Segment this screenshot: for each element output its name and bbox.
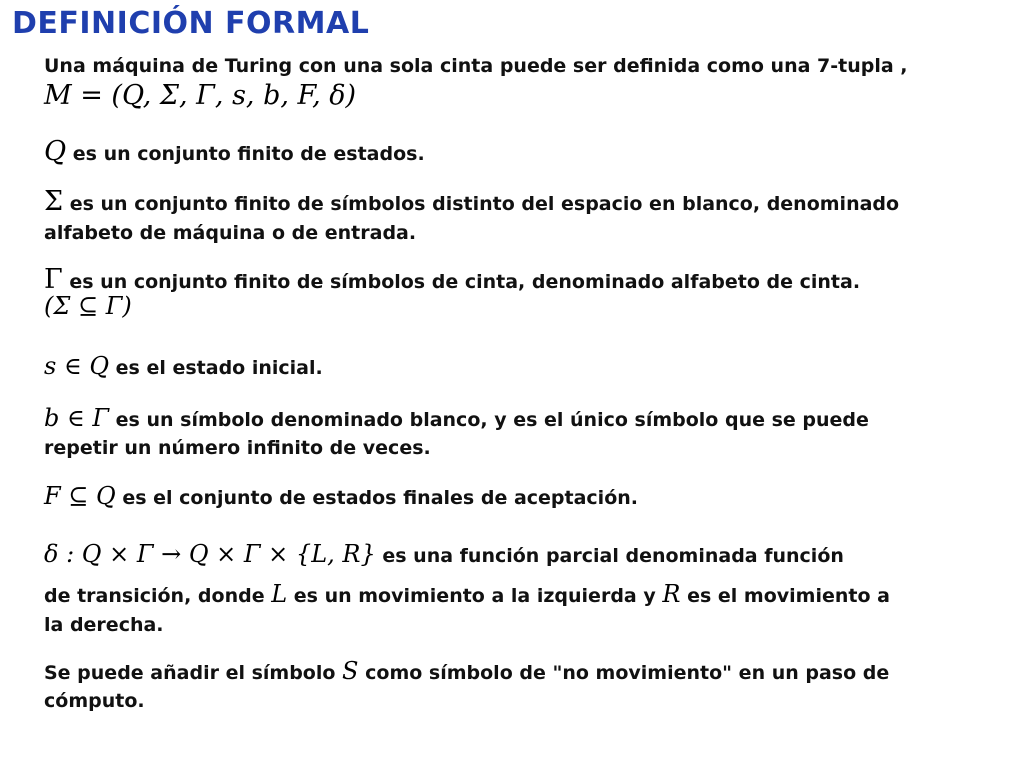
- delta-description-3: la derecha.: [44, 614, 164, 636]
- stay-description-1b: como símbolo de "no movimiento" en un paso de: [365, 662, 890, 684]
- tuple-formula: M = (Q, Σ, Γ, s, b, F, δ): [44, 80, 357, 111]
- sigma-description-1: es un conjunto finito de símbolos distinto del espacio en blanco, denominado: [69, 193, 900, 215]
- s-description: es el estado inicial.: [115, 357, 323, 379]
- q-definition: [44, 136, 425, 167]
- s-definition: [44, 352, 323, 380]
- l-symbol: L: [271, 580, 288, 608]
- subset-formula-line: [44, 292, 132, 320]
- b-definition: [44, 404, 869, 432]
- r-symbol: R: [662, 580, 681, 608]
- delta-description-2a: de transición, donde: [44, 585, 265, 607]
- q-description: es un conjunto finito de estados.: [72, 143, 425, 165]
- gamma-definition: [44, 264, 860, 295]
- slide-title: DEFINICIÓN FORMAL: [12, 6, 370, 41]
- stay-description-2: cómputo.: [44, 690, 145, 712]
- delta-formula: δ : Q × Γ → Q × Γ × {L, R}: [44, 540, 376, 568]
- stay-definition: [44, 657, 889, 685]
- f-formula: F ⊆ Q: [44, 482, 116, 510]
- stay-description-1a: Se puede añadir el símbolo: [44, 662, 336, 684]
- intro-line: Una máquina de Turing con una sola cinta puede ser definida como una 7-tupla ,: [44, 55, 908, 77]
- s-formula: s ∈ Q: [44, 352, 110, 380]
- sigma-definition: [44, 186, 899, 217]
- f-description: es el conjunto de estados finales de aceptación.: [122, 487, 638, 509]
- b-description-1: es un símbolo denominado blanco, y es el único símbolo que se puede: [115, 409, 869, 431]
- gamma-symbol: Γ: [44, 264, 63, 295]
- f-definition: [44, 482, 638, 510]
- delta-description-2c: es el movimiento a: [687, 585, 890, 607]
- sigma-symbol: Σ: [44, 186, 64, 217]
- delta-description-2: [44, 580, 890, 608]
- b-description-2: repetir un número infinito de veces.: [44, 437, 431, 459]
- sigma-description-2: alfabeto de máquina o de entrada.: [44, 222, 417, 244]
- q-symbol: Q: [44, 136, 67, 167]
- tuple-formula-line: [44, 80, 356, 111]
- stay-symbol: S: [342, 657, 359, 685]
- delta-definition: [44, 540, 844, 568]
- b-formula: b ∈ Γ: [44, 404, 110, 432]
- delta-description-2b: es un movimiento a la izquierda y: [293, 585, 656, 607]
- gamma-description: es un conjunto finito de símbolos de cinta, denominado alfabeto de cinta.: [69, 271, 861, 293]
- subset-formula: (Σ ⊆ Γ): [44, 292, 132, 320]
- delta-description-1: es una función parcial denominada función: [382, 545, 844, 567]
